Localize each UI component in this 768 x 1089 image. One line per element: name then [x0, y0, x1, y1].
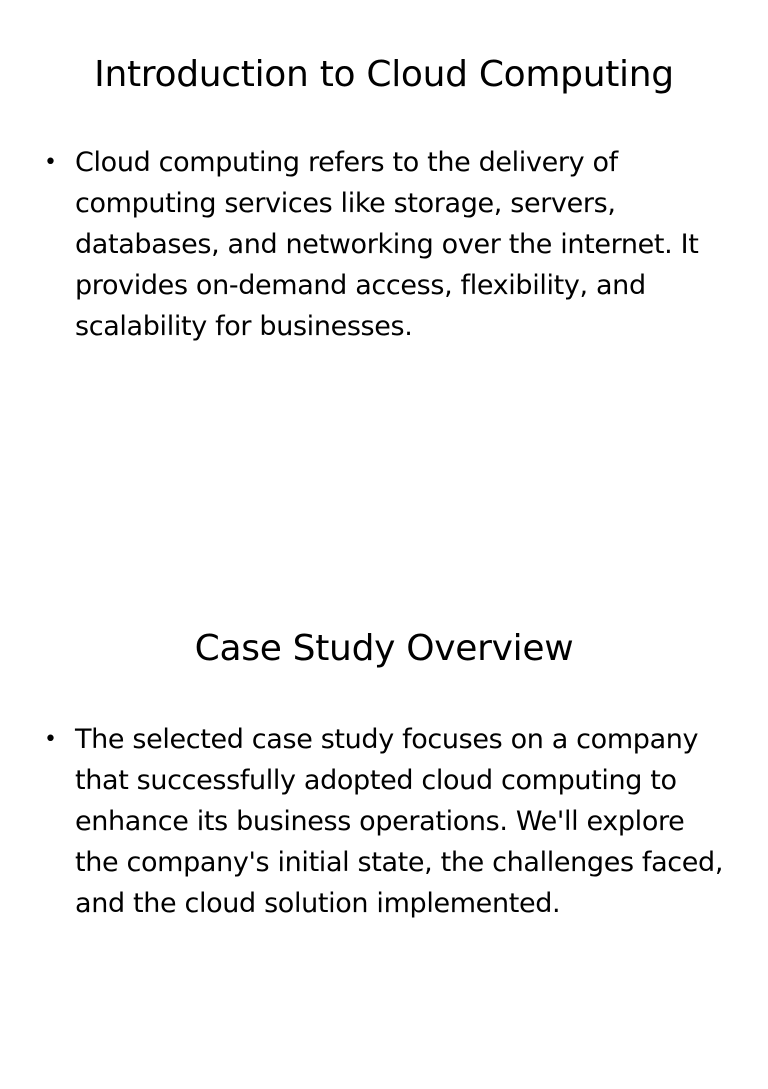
slide-title: Case Study Overview: [194, 628, 574, 669]
bullet-dot-icon: •: [44, 150, 57, 175]
bullet-item: [44, 719, 734, 924]
slide-intro: [0, 0, 768, 512]
slide-title: Introduction to Cloud Computing: [94, 54, 674, 95]
bullet-item: [44, 142, 734, 347]
slide-case-study: [0, 577, 768, 1089]
bullet-text: The selected case study focuses on a company that successfully adopted cloud computing to enhance its business operations. We'll explore the company's initial state, the challenges faced, and the cloud solution implemented.: [75, 724, 724, 919]
bullet-text: Cloud computing refers to the delivery of computing services like storage, servers, databases, and networking over the internet. It provides on-demand access, flexibility, and scalability for businesses.: [75, 147, 699, 342]
bullet-list: [44, 719, 734, 924]
bullet-dot-icon: •: [44, 727, 57, 752]
bullet-list: [44, 142, 734, 347]
